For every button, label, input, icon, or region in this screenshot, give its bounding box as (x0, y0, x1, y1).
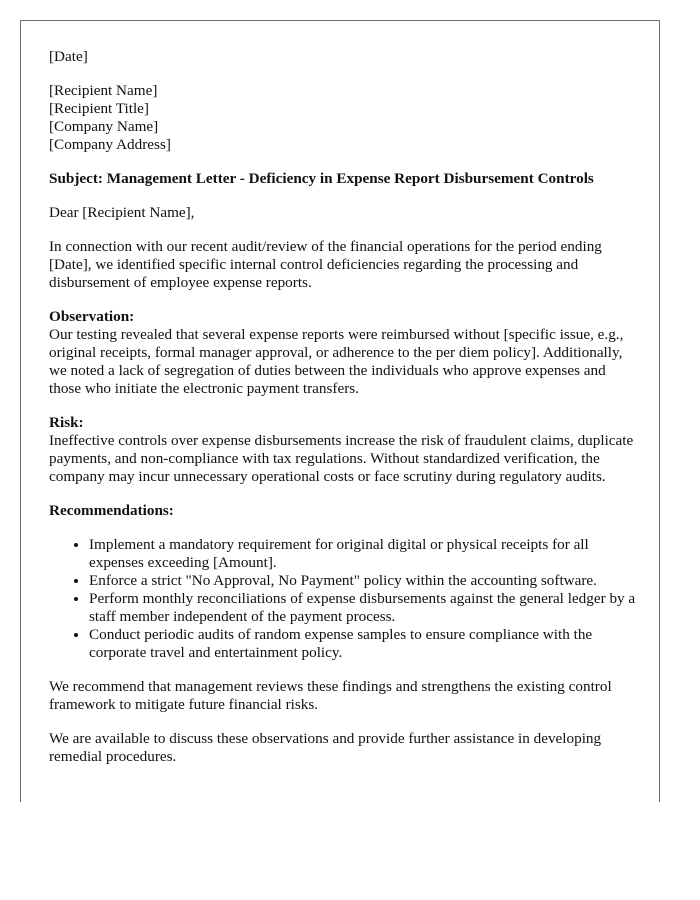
observation-heading: Observation: (49, 308, 135, 325)
company-address: [Company Address] (49, 136, 171, 153)
risk-section (49, 414, 639, 486)
subject-line: Subject: Management Letter - Deficiency in Expense Report Disbursement Controls (49, 170, 594, 187)
letter-date: [Date] (49, 48, 88, 65)
date-block (49, 48, 639, 66)
recommendation-item: • Perform monthly reconciliations of expense disbursements against the general ledger by a staff member independent of the payment process. (89, 590, 639, 626)
recommendations-list (49, 536, 639, 662)
intro-paragraph: In connection with our recent audit/review of the financial operations for the period ending [Date], we identified specific internal control deficiencies regarding the processing and disbursement of employee expense reports. (49, 238, 602, 291)
recipient-title: [Recipient Title] (49, 100, 149, 117)
letter-page (20, 20, 660, 802)
observation-section (49, 308, 639, 398)
risk-heading: Risk: (49, 414, 84, 431)
recommendation-item: • Conduct periodic audits of random expense samples to ensure compliance with the corporate travel and entertainment policy. (89, 626, 639, 662)
company-name: [Company Name] (49, 118, 159, 135)
risk-text: Ineffective controls over expense disbursements increase the risk of fraudulent claims, duplicate payments, and non-compliance with tax regulations. Without standardized verification, the company may incur unnecessary operational costs or face scrutiny during regulatory audits. (49, 432, 634, 485)
recommendation-item: • Implement a mandatory requirement for original digital or physical receipts for all expenses exceeding [Amount]. (89, 536, 639, 572)
closing-paragraph-1: We recommend that management reviews these findings and strengthens the existing control framework to mitigate future financial risks. (49, 678, 612, 713)
salutation: Dear [Recipient Name], (49, 204, 195, 221)
letter-content (49, 48, 639, 782)
recommendation-item: • Enforce a strict "No Approval, No Payment" policy within the accounting software. (89, 572, 639, 590)
recommendations-heading: Recommendations: (49, 502, 174, 519)
recipient-name: [Recipient Name] (49, 82, 158, 99)
observation-text: Our testing revealed that several expense reports were reimbursed without [specific issue, e.g., original receipts, formal manager approval, or adherence to the per diem policy]. Additionally, we noted a lack of segregation of duties between the individuals who approve expenses and those who initiate the electronic payment transfers. (49, 326, 624, 397)
closing-paragraph-2: We are available to discuss these observations and provide further assistance in developing remedial procedures. (49, 730, 602, 765)
recipient-address-block (49, 82, 639, 154)
